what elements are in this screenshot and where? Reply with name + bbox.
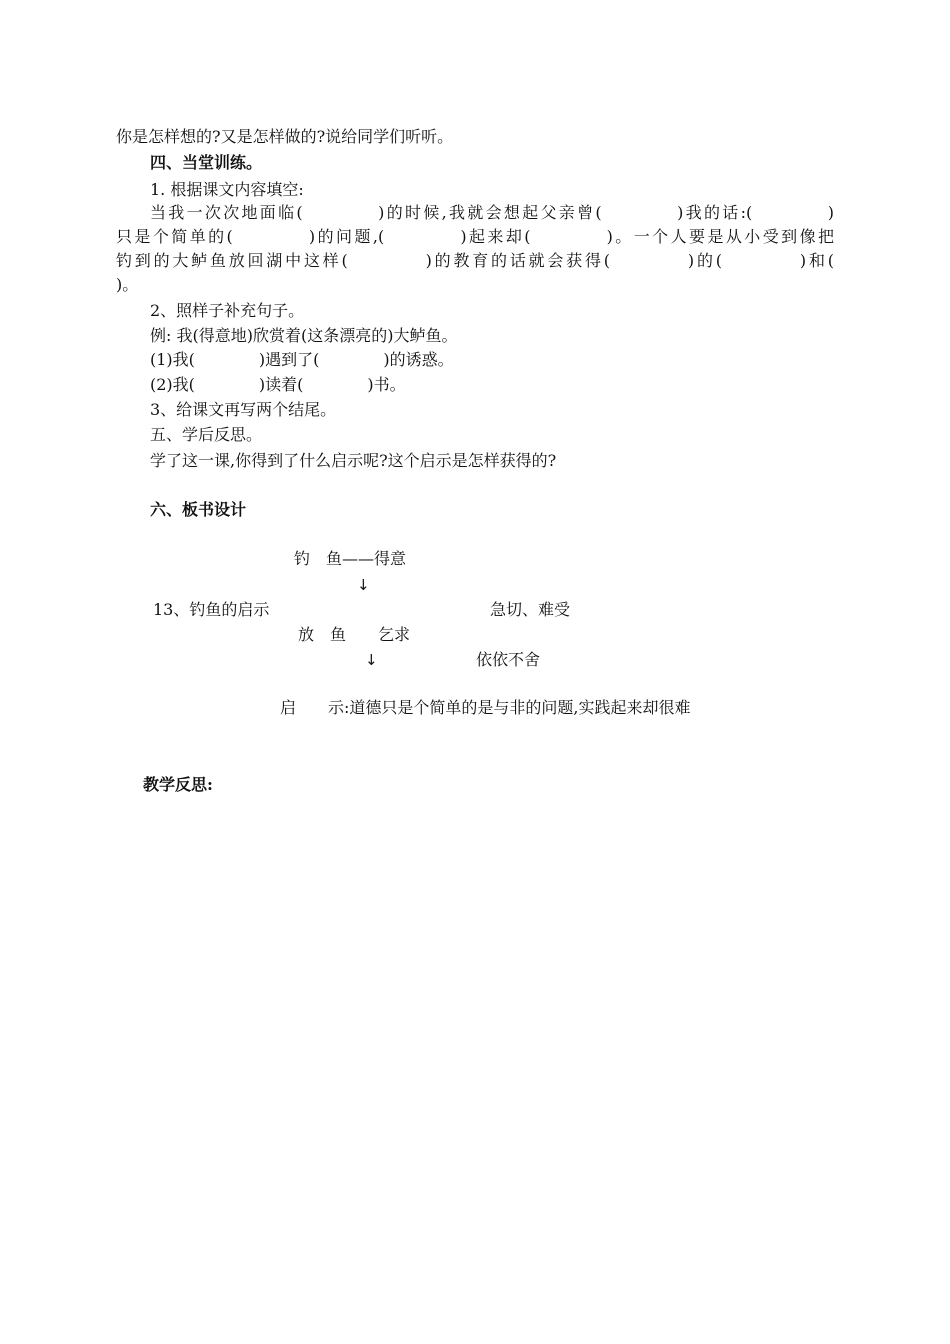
board-moral: 启 示:道德只是个简单的是与非的问题,实践起来却很难	[280, 698, 691, 717]
section6-heading: 六、板书设计	[150, 500, 247, 519]
board-arrow-down-icon: ↓	[357, 576, 370, 594]
q3-title: 3、给课文再写两个结尾。	[150, 400, 337, 419]
section4-heading: 四、当堂训练。	[150, 153, 263, 172]
reflection-heading: 教学反思:	[143, 775, 213, 794]
section3-continuation: 你是怎样想的?又是怎样做的?说给同学们听听。	[116, 127, 454, 146]
q1-title: 1. 根据课文内容填空:	[150, 180, 304, 199]
section5-heading: 五、学后反思。	[150, 425, 263, 444]
q1-line2: 只是个简单的( )的问题,( )起来却( )。一个人要是从小受到像把	[116, 227, 834, 246]
q1-line1: 当我一次次地面临( )的时候,我就会想起父亲曾( )我的话:( )	[150, 203, 834, 222]
q2-title: 2、照样子补充句子。	[150, 301, 305, 320]
board-lesson-title: 13、钓鱼的启示	[153, 600, 270, 619]
q2-item1: (1)我( )遇到了( )的诱惑。	[150, 350, 454, 369]
board-top-left: 钓 鱼——得意	[294, 549, 407, 568]
q1-line3: 钓到的大鲈鱼放回湖中这样( )的教育的话就会获得( )的( )和(	[116, 251, 834, 270]
board-right1: 急切、难受	[490, 600, 571, 619]
q2-example: 例: 我(得意地)欣赏着(这条漂亮的)大鲈鱼。	[150, 326, 458, 345]
board-right2: 依依不舍	[476, 650, 541, 669]
q2-item2: (2)我( )读着( )书。	[150, 375, 406, 394]
board-arrow-down-icon-2: ↓	[365, 651, 378, 669]
section5-prompt: 学了这一课,你得到了什么启示呢?这个启示是怎样获得的?	[150, 451, 557, 470]
board-middle-left: 放 鱼 乞求	[298, 625, 411, 644]
q1-line4: )。	[116, 275, 139, 294]
